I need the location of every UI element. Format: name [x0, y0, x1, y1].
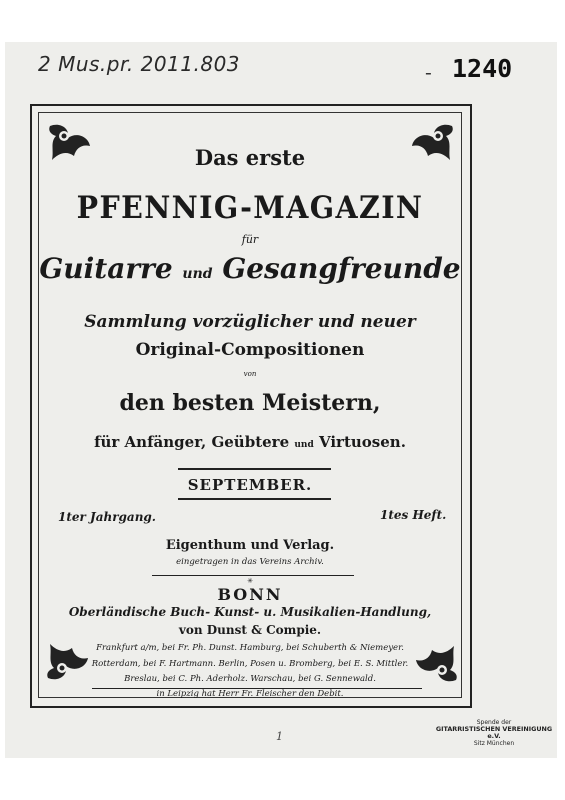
issue-label: 1tes Heft. — [380, 508, 447, 522]
agents-line-1: Frankfurt a/m, bei Fr. Ph. Dunst. Hamburg, bei Schuberth & Niemeyer. — [96, 643, 404, 653]
dash-mark: ‐ — [425, 60, 432, 84]
stamp-line-1: Spende der — [476, 719, 512, 726]
rule-divider — [152, 575, 354, 576]
collection-line: Sammlung vorzüglicher und neuer — [84, 312, 416, 332]
audience-a: für Anfänger, Geübtere — [94, 433, 290, 451]
ownership-line: Eigenthum und Verlag. — [165, 538, 335, 553]
registered-line: eingetragen in das Vereins Archiv. — [176, 557, 324, 567]
rule-bottom — [178, 498, 331, 500]
magazine-title: PFENNIG-MAGAZIN — [76, 190, 424, 226]
subject-guitar: Guitarre — [39, 252, 173, 285]
audience-und: und — [294, 440, 314, 450]
originals-line: Original-Compositionen — [135, 340, 365, 360]
month-label: SEPTEMBER. — [187, 476, 313, 494]
subject-line — [38, 252, 462, 285]
audience-line — [38, 433, 462, 451]
firm-line: von Dunst & Compie. — [178, 623, 322, 637]
agents-line-2: Rotterdam, bei F. Hartmann. Berlin, Posen u. Bromberg, bei E. S. Mittler. — [91, 659, 409, 669]
von-line: von — [243, 370, 257, 378]
catalog-number: 1240 — [452, 54, 513, 83]
agents-line-3: Breslau, bei C. Ph. Aderholz. Warschau, bei G. Sennewald. — [124, 674, 376, 684]
audience-b: Virtuosen. — [318, 433, 406, 451]
agents-line-4: in Leipzig hat Herr Fr. Fleischer den Debit. — [156, 689, 344, 699]
intro-line: Das erste — [194, 145, 306, 170]
library-stamp — [434, 719, 554, 747]
fur-line: für — [241, 233, 259, 246]
stamp-line-3: Sitz München — [473, 740, 515, 747]
publisher-line: Oberländische Buch- Kunst- u. Musikalien-Handlung, — [68, 605, 432, 619]
handwritten-shelfmark: 2 Mus.pr. 2011.803 — [38, 52, 241, 76]
subject-song: Gesangfreunde — [222, 252, 461, 285]
masters-line: den besten Meistern, — [119, 390, 381, 416]
stamp-line-2: GITARRISTISCHEN VEREINIGUNG e.V. — [435, 725, 553, 740]
volume-label: 1ter Jahrgang. — [58, 510, 156, 524]
page-mark: 1 — [276, 730, 283, 743]
divider-star: ✳ — [247, 577, 253, 585]
rule-top — [178, 468, 331, 470]
city-label: BONN — [217, 585, 283, 604]
subject-und: und — [182, 266, 213, 282]
